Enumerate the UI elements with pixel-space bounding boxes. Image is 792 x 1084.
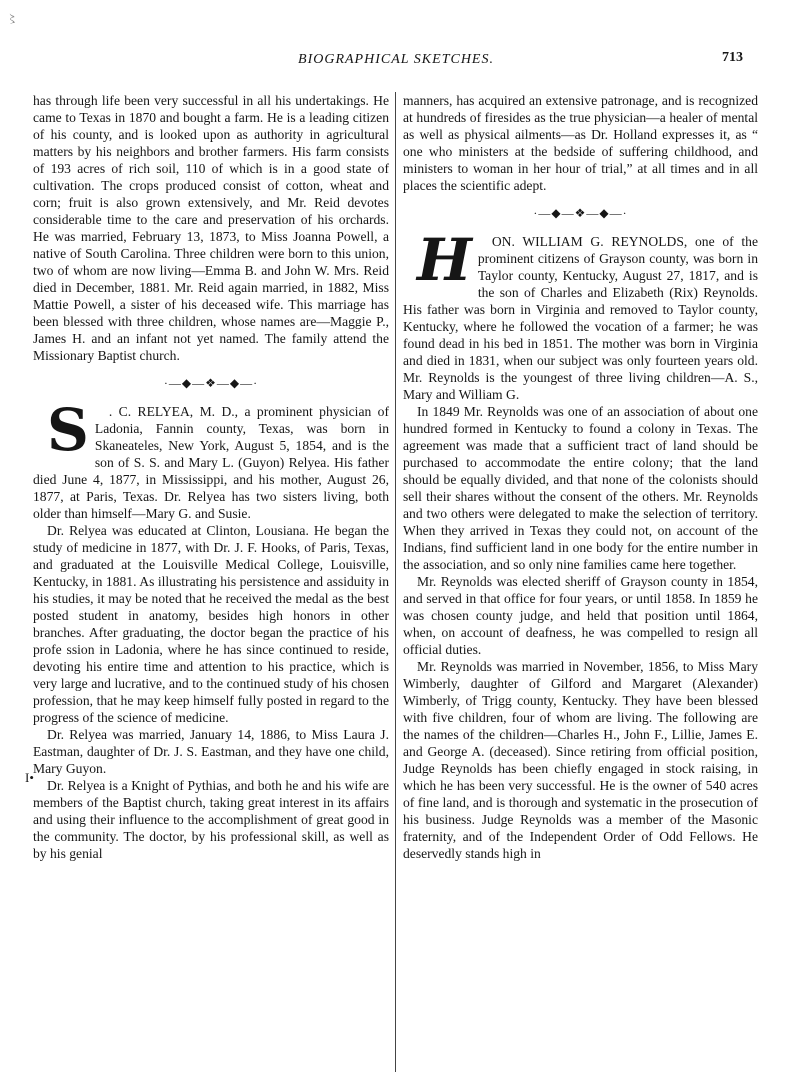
relyea-intro-text: . C. RELYEA, M. D., a prominent physician of Ladonia, Fannin county, Texas, was born in Skaneateles, New York, August 5, 1854, and is the son of S. S. and Mary L. (Guyon) Relyea. His father died June 4, 1877, in Mississippi, and his mother, August 26, 1877, at Paris, Texas. Dr. Relyea has two sisters living, both older than himself—Mary G. and Susie. [33,404,389,521]
reynolds-intro-text: ON. WILLIAM G. REYNOLDS, one of the prominent citizens of Grayson county, was born in Taylor county, Kentucky, August 27, 1817, and is the son of Charles and Elizabeth (Rix) Reynolds. His father was born in Virginia and removed to Taylor county, Kentucky, where he followed the vocation of a farmer; he was found dead in his bed in 1851. The mother was born in Virginia and died in 1831, when our subject was only fourteen years old. Mr. Reynolds is the youngest of three living children—A. S., Mary and William G. [403,234,758,402]
section-separator: ·—◆—❖—◆—· [163,376,259,390]
left-column [33,92,389,862]
running-header: BIOGRAPHICAL SKETCHES. [298,52,494,67]
column-divider [395,92,396,1072]
dropcap-h: H [417,226,472,294]
section-separator: ·—◆—❖—◆—· [533,206,628,220]
reid-paragraph: has through life been very successful in all his undertakings. He came to Texas in 1870 and bought a farm. He is a leading citizen of his county, and is looked upon as authority in agricultural matters by his neighbors and brother farmers. His farm consists of 193 acres of rich soil, 110 of which is in a good state of cultivation. The crops produced consist of cotton, wheat and corn; fruit is also grown extensively, and Mr. Reid devotes considerable time to the care and preservation of his orchards. He was married, February 13, 1873, to Miss Joanna Powell, a native of South Carolina. Three children were born to this union, two of whom are now living—Emma B. and John W. Mrs. Reid died in December, 1881. Mr. Reid again married, in 1882, Miss Mattie Powell, a sister of his deceased wife. This marriage has been blessed with three children, whose names are—Maggie P., James H. and an infant not yet named. The family attend the Missionary Baptist church. [33,93,389,363]
dropcap-s: S [47,396,89,464]
relyea-society-paragraph: Dr. Relyea is a Knight of Pythias, and both he and his wife are members of the Baptist church, taking great interest in its affairs and using their influence to the accomplishment of great good in the community. The doctor, by his professional skill, as well as by his genial [33,778,389,861]
reynolds-marriage-paragraph: Mr. Reynolds was married in November, 1856, to Miss Mary Wimberly, daughter of Gilford and Margaret (Alexander) Wimberly, of Trigg county, Kentucky. They have been blessed with five children, four of whom are living. The following are the names of the children—Charles H., John F., Lillie, James E. and George A. (deceased). Since retiring from official position, Judge Reynolds has been chiefly engaged in stock raising, in which he has been very successful. He is the owner of 540 acres of fine land, and is thorough and systematic in the prosecution of his business. Judge Reynolds was a member of the Masonic fraternity, and of the Independent Order of Odd Fellows. He deservedly stands high in [403,659,758,861]
relyea-education-paragraph: Dr. Relyea was educated at Clinton, Lousiana. He began the study of medicine in 1877, with Dr. J. F. Hooks, of Paris, Texas, and graduated at the Louisville Medical College, Louisville, Kentucky, in 1881. As illustrating his persistence and assiduity in his studies, it may be noted that he received the medal as the best posted student in anatomy, besides high honors in other branches. After graduating, the doctor began the practice of his profe ssion in Ladonia, where he has since continued to reside, devoting his entire time and attention to his practice, which is very large and lucrative, and to the continued study of his chosen profession, that he may keep himself fully posted in regard to the progress of the science of medicine. [33,523,389,725]
right-column [403,92,758,862]
reynolds-sheriff-paragraph: Mr. Reynolds was elected sheriff of Grayson county in 1854, and served in that office for four years, or until 1858. In 1859 he was chosen county judge, and held that position until 1864, when, on account of deafness, he was compelled to resign all official duties. [403,574,758,657]
margin-mark: I• [25,770,34,785]
reynolds-association-paragraph: In 1849 Mr. Reynolds was one of an association of about one hundred formed in Kentucky to found a colony in Texas. The agreement was made that a sufficient tract of land should be purchased to accommodate the entire colony; that the land should be equally divided, and that none of the colonists should sell their shares without the consent of the others. Mr. Reynolds and two others were delegated to make the selection of territory. When they arrived in Texas they could not, on account of the Indians, find sufficient land in one body for the entire number in the association, and so only nine families came here together. [403,404,758,572]
relyea-marriage-paragraph: Dr. Relyea was married, January 14, 1886, to Miss Laura J. Eastman, daughter of Dr. J. S. Eastman, and they have one child, Mary Guyon. [33,727,389,776]
gutter-mark: 〻 [6,12,19,26]
relyea-intro-paragraph [33,396,389,522]
page-number: 713 [722,50,743,65]
reynolds-intro-paragraph [403,226,758,403]
relyea-continued-paragraph: manners, has acquired an extensive patronage, and is recognized at hundreds of firesides as the true physician—a healer of mental as well as physical ailments—as Dr. Holland expresses it, as “ one who ministers at the bedside of suffering childhood, and ministers to woman in her hour of trial,” at all times and in all places the scientific adept. [403,93,758,193]
